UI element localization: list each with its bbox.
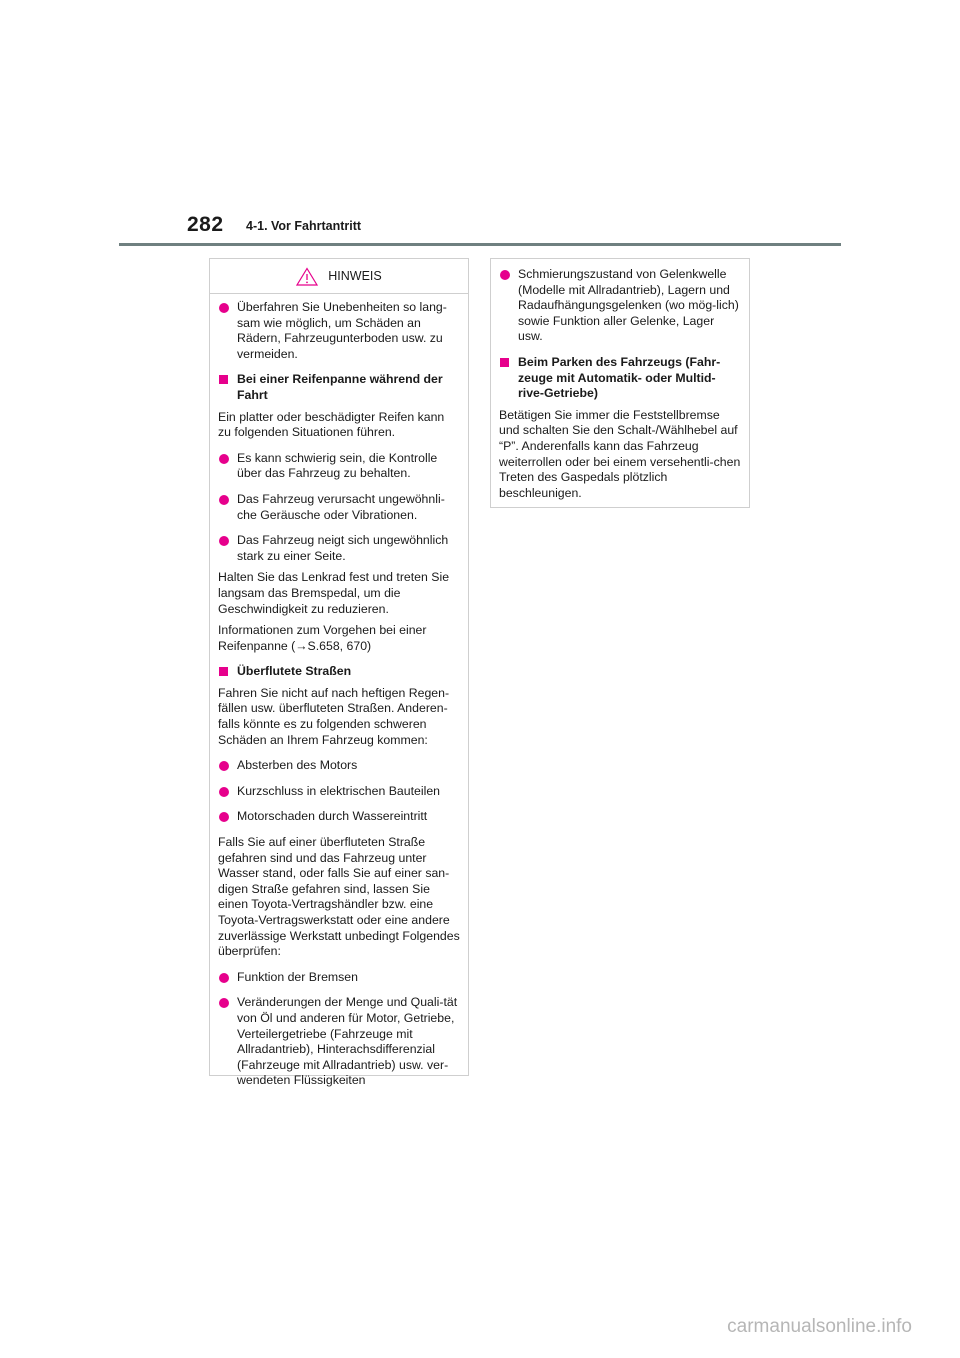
paragraph: Fahren Sie nicht auf nach heftigen Regen-fällen usw. überfluteten Straßen. Anderen-falls könnte es zu folgenden schweren Schäden an Ihrem Fahrzeug kommen: bbox=[218, 685, 450, 747]
header-rule bbox=[119, 243, 841, 246]
paragraph: Falls Sie auf einer überfluteten Straße gefahren sind und das Fahrzeug unter Wasser stand, oder falls Sie auf einer san-digen Straße gefahren sind, lassen Sie einen Toyota-Vertragshändler bzw. eine Toyota-Vertragswerkstatt oder eine andere zuverlässige Werkstatt unbedingt Folgendes überprüfen: bbox=[218, 835, 460, 959]
subheading: Überflutete Straßen bbox=[218, 664, 460, 680]
bullet-item: Das Fahrzeug neigt sich ungewöhnlich stark zu einer Seite. bbox=[218, 533, 460, 564]
bullet-item: Funktion der Bremsen bbox=[218, 970, 460, 986]
notice-box-right bbox=[490, 258, 750, 508]
subheading: Bei einer Reifenpanne während der Fahrt bbox=[218, 372, 460, 403]
bullet-item: Überfahren Sie Unebenheiten so lang-sam wie möglich, um Schäden an Rädern, Fahrzeugunterboden usw. zu vermeiden. bbox=[218, 300, 460, 362]
subheading: Beim Parken des Fahrzeugs (Fahr-zeuge mit Automatik- oder Multid-rive-Getriebe) bbox=[499, 355, 741, 402]
notice-box-left bbox=[209, 258, 469, 1088]
watermark: carmanualsonline.info bbox=[727, 1316, 912, 1337]
bullet-item: Schmierungszustand von Gelenkwelle (Modelle mit Allradantrieb), Lagern und Radaufhängungsgelenken (wo mög-lich) sowie Funktion aller Gelenke, Lager usw. bbox=[499, 267, 741, 345]
bullet-item: Absterben des Motors bbox=[218, 758, 460, 774]
page-number: 282 bbox=[187, 213, 224, 236]
bullet-item: Es kann schwierig sein, die Kontrolle über das Fahrzeug zu behalten. bbox=[218, 451, 460, 482]
bullet-item: Motorschaden durch Wassereintritt bbox=[218, 809, 460, 825]
paragraph: Ein platter oder beschädigter Reifen kann zu folgenden Situationen führen. bbox=[218, 409, 445, 440]
paragraph: Informationen zum Vorgehen bei einer Reifenpanne (→S.658, 670) bbox=[218, 623, 427, 653]
section-title: 4-1. Vor Fahrtantritt bbox=[246, 219, 362, 233]
bullet-item: Das Fahrzeug verursacht ungewöhnli-che Geräusche oder Vibrationen. bbox=[218, 492, 460, 523]
paragraph: Betätigen Sie immer die Feststellbremse und schalten Sie den Schalt-/Wählhebel auf “P”. Anderenfalls kann das Fahrzeug weiterrollen oder bei einem versehentli-chen Treten des Gaspedals plötzlich beschleunigen. bbox=[499, 407, 741, 500]
bullet-item: Kurzschluss in elektrischen Bauteilen bbox=[218, 784, 460, 800]
notice-title: HINWEIS bbox=[328, 269, 382, 283]
notice-header bbox=[210, 263, 468, 294]
warning-triangle-icon bbox=[296, 267, 318, 286]
bullet-item: Veränderungen der Menge und Quali-tät von Öl und anderen für Motor, Getriebe, Verteilergetriebe (Fahrzeuge mit Allradantrieb), Hinterachsdifferenzial (Fahrzeuge mit Allradantrieb) usw. ver-wendeten Flüssigkeiten bbox=[218, 995, 460, 1089]
paragraph: Halten Sie das Lenkrad fest und treten Sie langsam das Bremspedal, um die Geschwindigkeit zu reduzieren. bbox=[218, 570, 450, 616]
